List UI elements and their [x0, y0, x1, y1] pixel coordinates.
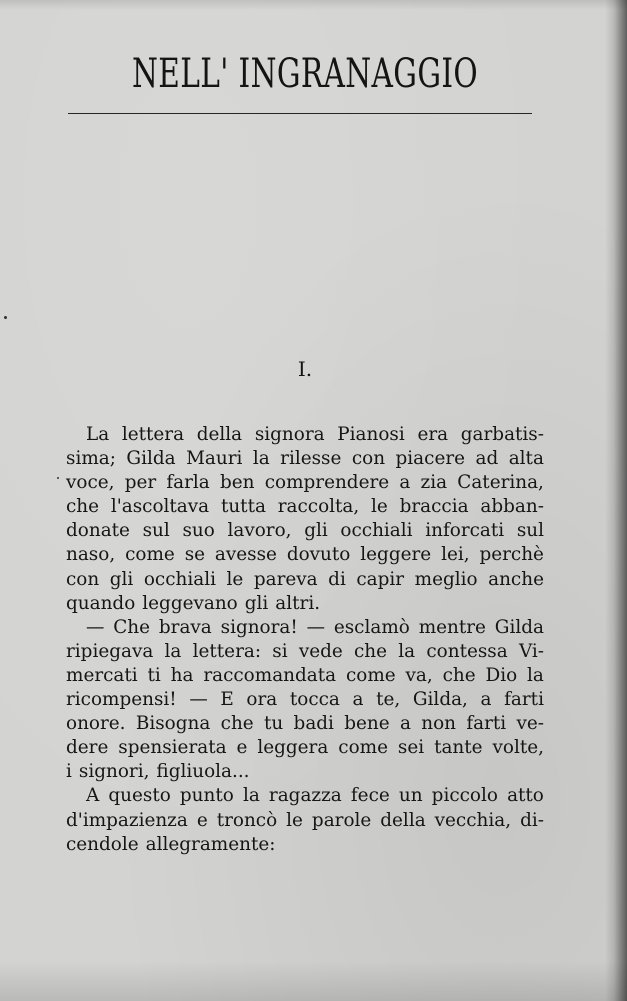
text-line — [66, 809, 544, 833]
word: Gilda, — [412, 689, 468, 711]
word: per — [124, 472, 157, 494]
word: Gilda — [126, 448, 176, 470]
word: come — [338, 737, 388, 759]
word: farti — [466, 713, 507, 735]
word: mentre — [418, 616, 486, 638]
word: Vi- — [518, 640, 544, 662]
word: bene — [344, 713, 390, 735]
word: meglio — [414, 568, 478, 590]
word: con — [351, 448, 386, 470]
word: farla — [166, 472, 210, 494]
word: punto — [179, 785, 234, 807]
word: ve- — [516, 713, 544, 735]
word: esclamò — [333, 616, 410, 638]
word: Bisogna — [135, 713, 211, 735]
word: lei, — [441, 544, 470, 566]
word: le — [226, 568, 244, 590]
word: pareva — [253, 568, 318, 590]
word: A — [86, 785, 100, 807]
word: occhiali — [340, 520, 413, 542]
word: se — [184, 544, 206, 566]
word: ha — [170, 664, 194, 686]
word: inforcati — [425, 520, 505, 542]
word: Gilda — [494, 616, 544, 638]
word: signora! — [220, 616, 298, 638]
word: gli — [244, 592, 269, 614]
word: gli — [109, 568, 134, 590]
word: che — [442, 664, 476, 686]
word: piacere — [395, 448, 466, 470]
word: spensierata — [118, 737, 227, 759]
word: rilesse — [280, 448, 342, 470]
word: parole — [311, 809, 372, 831]
text-line — [66, 471, 544, 495]
word: sul — [516, 520, 544, 542]
word: — — [86, 616, 105, 638]
word: la — [242, 785, 260, 807]
word: come — [125, 544, 175, 566]
text-line — [66, 664, 544, 688]
word: atto — [507, 785, 544, 807]
word: d'impazienza — [66, 809, 188, 831]
word: dovuto — [286, 544, 351, 566]
word: dere — [66, 737, 109, 759]
word: come — [345, 664, 396, 686]
chapter-number: I. — [297, 357, 313, 381]
word: anche — [488, 568, 544, 590]
word: perchè — [479, 544, 544, 566]
word: voce, — [66, 472, 115, 494]
word: volte, — [492, 737, 544, 759]
word: la — [398, 640, 416, 662]
print-speck — [4, 316, 7, 319]
text-line — [66, 519, 544, 543]
word: ad — [475, 448, 499, 470]
word: Pianosi — [337, 424, 405, 445]
word: sei — [397, 737, 425, 759]
word: altri. — [275, 592, 321, 614]
word: e — [236, 737, 248, 759]
word: di- — [520, 809, 544, 831]
word: contessa — [426, 640, 508, 662]
word: della — [196, 424, 243, 445]
word: suo — [182, 520, 215, 542]
word: quando — [66, 592, 136, 614]
text-line — [66, 423, 544, 447]
word: troncò — [216, 809, 278, 831]
word: ora — [246, 689, 278, 711]
page-title: NELL' INGRANAGGIO — [131, 51, 479, 97]
word: tutta — [220, 496, 266, 518]
word: zia — [420, 472, 448, 494]
word: Che — [113, 616, 151, 638]
word: a — [399, 713, 411, 735]
word: la — [527, 664, 544, 686]
word: della — [380, 809, 426, 831]
text-line — [66, 447, 544, 471]
word: — — [306, 616, 326, 638]
title-rule — [68, 113, 532, 114]
word: allegramente: — [145, 833, 276, 855]
word: ben — [219, 472, 255, 494]
word: le — [286, 809, 303, 831]
word: vede — [298, 640, 343, 662]
word: E — [220, 689, 234, 711]
word: vecchia, — [434, 809, 512, 831]
word: che — [66, 496, 100, 518]
word: la — [164, 640, 182, 662]
word: donate — [66, 520, 130, 542]
word: le — [371, 496, 388, 518]
text-line — [66, 688, 544, 712]
print-speck — [57, 477, 59, 479]
text-line — [66, 616, 544, 640]
word: raccomandata — [203, 664, 337, 686]
word: farti — [504, 689, 544, 711]
word: tante — [434, 737, 483, 759]
word: cendole — [66, 833, 139, 855]
text-line — [66, 495, 544, 519]
word: figliuola... — [156, 761, 250, 783]
word: capir — [356, 568, 405, 590]
word: signora — [254, 424, 325, 445]
word: sul — [142, 520, 170, 542]
word: va, — [405, 664, 433, 686]
word: un — [398, 785, 423, 807]
word: sima; — [66, 448, 116, 470]
word: fece — [350, 785, 390, 807]
text-line — [66, 543, 544, 567]
word: lettera — [121, 424, 185, 445]
word: con — [66, 568, 100, 590]
word: leggere — [360, 544, 432, 566]
page-bottom-shadow — [0, 961, 627, 1001]
text-line — [66, 833, 544, 857]
word: Mauri — [186, 448, 243, 470]
word: gli — [304, 520, 328, 542]
word: leggevano — [142, 592, 238, 614]
word: tocca — [289, 689, 340, 711]
word: che — [354, 640, 388, 662]
word: leggera — [257, 737, 329, 759]
word: ricompensi! — [66, 689, 177, 711]
word: badi — [293, 713, 334, 735]
word: signori, — [78, 761, 150, 783]
word: La — [86, 424, 110, 445]
word: tu — [263, 713, 284, 735]
word: ragazza — [268, 785, 342, 807]
word: alta — [508, 448, 544, 470]
word: occhiali — [143, 568, 216, 590]
word: si — [272, 640, 288, 662]
word: naso, — [66, 544, 116, 566]
word: l'ascoltava — [110, 496, 210, 518]
text-line — [66, 784, 544, 808]
body-text — [66, 423, 544, 857]
word: di — [328, 568, 346, 590]
word: Dio — [485, 664, 518, 686]
text-line — [66, 760, 544, 784]
word: onore. — [66, 713, 126, 735]
word: comprendere — [264, 472, 390, 494]
word: brava — [158, 616, 212, 638]
word: questo — [108, 785, 171, 807]
word: braccia — [399, 496, 469, 518]
word: lettera: — [192, 640, 262, 662]
word: raccolta, — [277, 496, 360, 518]
word: ripiegava — [66, 640, 154, 662]
word: era — [417, 424, 449, 445]
word: non — [421, 713, 457, 735]
text-line — [66, 712, 544, 736]
word: avesse — [214, 544, 277, 566]
word: che — [220, 713, 254, 735]
page-edge-shadow — [605, 0, 627, 1001]
word: e — [196, 809, 208, 831]
word: a — [480, 689, 492, 711]
word: a — [399, 472, 411, 494]
text-line — [66, 592, 544, 616]
word: lavoro, — [227, 520, 292, 542]
word: te, — [376, 689, 401, 711]
word: Caterina, — [457, 472, 544, 494]
page-top-shadow — [0, 0, 627, 10]
word: mercati — [66, 664, 138, 686]
text-line — [66, 568, 544, 592]
word: a — [352, 689, 364, 711]
text-line — [66, 640, 544, 664]
word: piccolo — [431, 785, 498, 807]
text-line — [66, 736, 544, 760]
word: — — [189, 689, 208, 711]
word: abban- — [480, 496, 544, 518]
word: ti — [147, 664, 161, 686]
word: la — [252, 448, 270, 470]
word: garbatis- — [460, 424, 544, 445]
word: i — [66, 761, 72, 783]
